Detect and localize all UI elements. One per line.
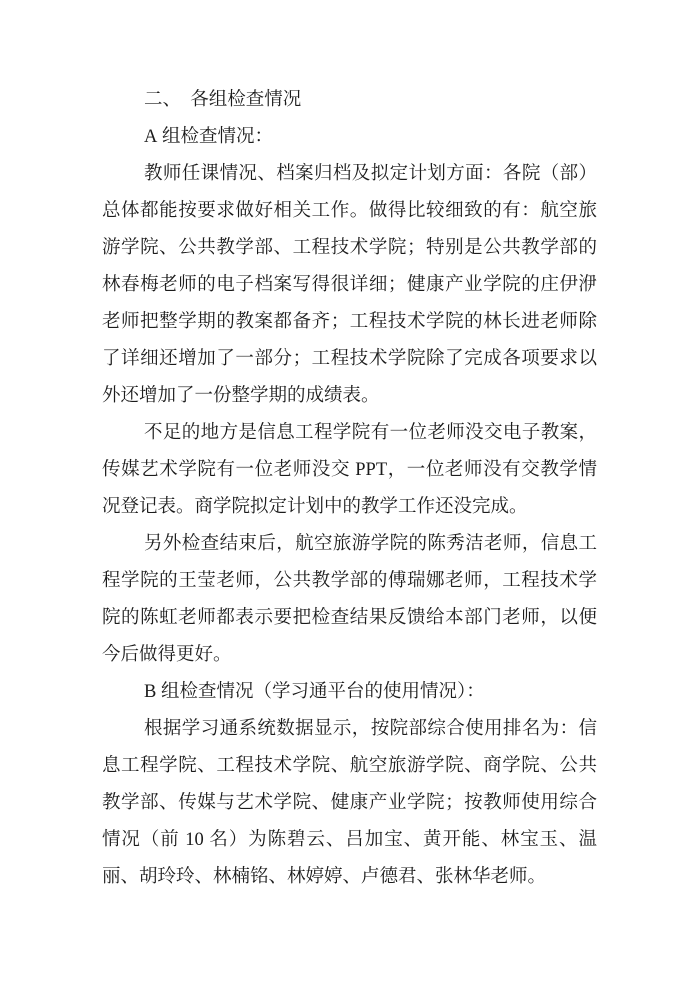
text-line: 不足的地方是信息工程学院有一位老师没交电子教案， xyxy=(144,423,597,443)
text-line: 院的陈虹老师都表示要把检查结果反馈给本部门老师，以便 xyxy=(102,608,597,628)
text-line: 游学院、公共教学部、工程技术学院；特别是公共教学部的 xyxy=(102,238,597,258)
subsection-heading-a: A 组检查情况： xyxy=(144,127,273,147)
text-line: 教师任课情况、档案归档及拟定计划方面：各院（部） xyxy=(144,164,597,184)
text-line: 今后做得更好。 xyxy=(102,645,232,665)
text-line: 丽、胡玲玲、林楠铭、林婷婷、卢德君、张林华老师。 xyxy=(102,867,547,887)
text-line: 根据学习通系统数据显示，按院部综合使用排名为：信 xyxy=(144,719,597,739)
text-line: 总体都能按要求做好相关工作。做得比较细致的有：航空旅 xyxy=(102,201,597,221)
text-line: 林春梅老师的电子档案写得很详细；健康产业学院的庄伊洢 xyxy=(102,275,597,295)
section-heading: 二、 各组检查情况 xyxy=(144,90,302,110)
text-line: 情况（前 10 名）为陈碧云、吕加宝、黄开能、林宝玉、温 xyxy=(102,830,597,850)
text-line: 了详细还增加了一部分；工程技术学院除了完成各项要求以 xyxy=(102,349,597,369)
text-line: 传媒艺术学院有一位老师没交 PPT，一位老师没有交教学情 xyxy=(102,460,597,480)
text-line: 程学院的王莹老师，公共教学部的傅瑞娜老师，工程技术学 xyxy=(102,571,597,591)
text-line: 教学部、传媒与艺术学院、健康产业学院；按教师使用综合 xyxy=(102,793,597,813)
text-line: 况登记表。商学院拟定计划中的教学工作还没完成。 xyxy=(102,497,528,517)
text-line: 老师把整学期的教案都备齐；工程技术学院的林长进老师除 xyxy=(102,312,597,332)
document-text-block xyxy=(102,82,597,896)
text-line: 另外检查结束后，航空旅游学院的陈秀洁老师，信息工 xyxy=(144,534,597,554)
text-line: 息工程学院、工程技术学院、航空旅游学院、商学院、公共 xyxy=(102,756,597,776)
subsection-heading-b: B 组检查情况（学习通平台的使用情况）： xyxy=(144,682,485,702)
text-line: 外还增加了一份整学期的成绩表。 xyxy=(102,386,380,406)
